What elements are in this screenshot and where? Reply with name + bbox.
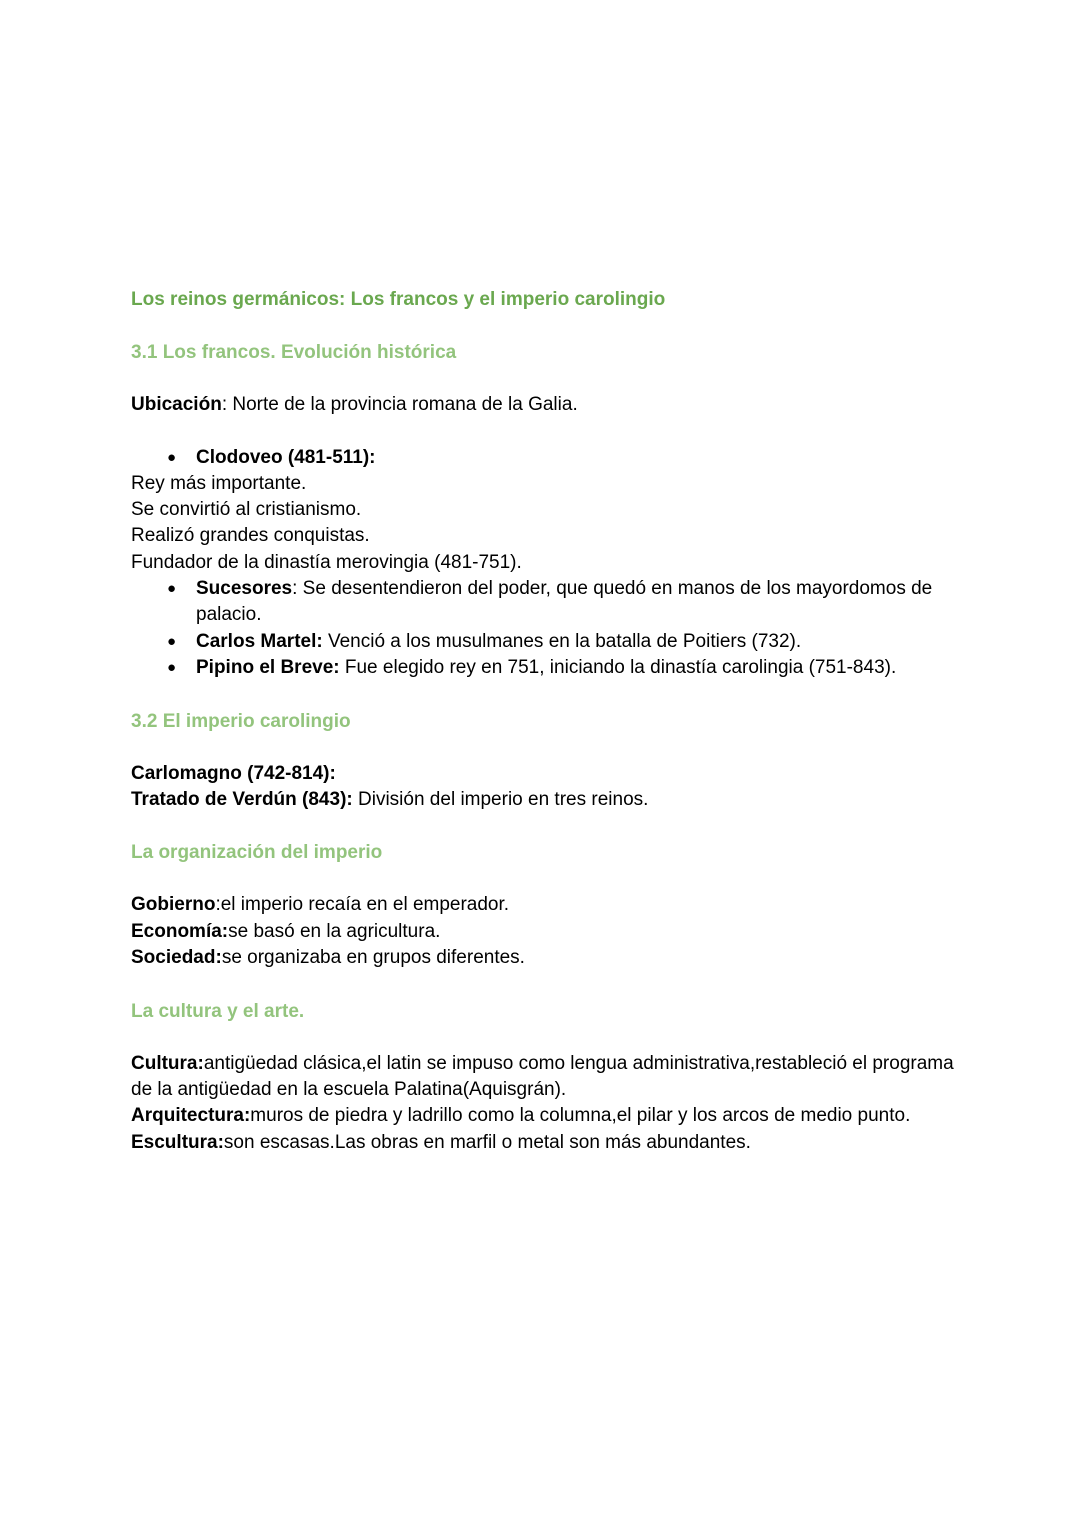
clodoveo-list (131, 445, 961, 471)
list-item-pipino (131, 655, 961, 681)
clodoveo-line: Realizó grandes conquistas. (131, 525, 370, 547)
gobierno-line (131, 892, 961, 918)
escultura-text: son escasas.Las obras en marfil o metal son más abundantes. (223, 1131, 751, 1153)
list-item-sucesores (131, 576, 961, 629)
carlomagno-line (131, 761, 961, 787)
sucesores-text: : Se desentendieron del poder, que quedó en manos de los mayordomos de palacio. (196, 578, 933, 626)
sucesores-label: Sucesores (196, 578, 293, 600)
page-title: Los reinos germánicos: Los francos y el imperio carolingio (131, 289, 666, 310)
verdun-text: División del imperio en tres reinos. (352, 788, 649, 810)
clodoveo-line: Fundador de la dinastía merovingia (481-751). (131, 551, 522, 573)
pipino-text: Fue elegido rey en 751, iniciando la dinastía carolingia (751-843). (339, 656, 897, 678)
gobierno-label: Gobierno (131, 894, 216, 916)
arquitectura-text: muros de piedra y ladrillo como la columna,el pilar y los arcos de medio punto. (250, 1105, 911, 1127)
clodoveo-line: Se convirtió al cristianismo. (131, 499, 362, 521)
cultura-label: Cultura: (131, 1052, 204, 1074)
ubicacion-label: Ubicación (131, 394, 222, 415)
bullet-icon: ● (167, 580, 177, 598)
economia-label: Economía: (131, 920, 229, 942)
verdun-line (131, 787, 961, 813)
carlos-martel-text: Venció a los musulmanes en la batalla de Poitiers (732). (322, 630, 802, 652)
sociedad-line (131, 945, 961, 971)
section-heading-organizacion: La organización del imperio (131, 842, 383, 864)
section-heading-francos: 3.1 Los francos. Evolución histórica (131, 342, 457, 363)
carlos-martel-label: Carlos Martel: (196, 630, 323, 652)
carlomagno-label: Carlomagno (742-814): (131, 762, 336, 784)
gobierno-text: :el imperio recaía en el emperador. (215, 894, 510, 916)
bullet-icon: ● (167, 448, 177, 466)
clodoveo-line: Rey más importante. (131, 472, 307, 494)
section-heading-cultura: La cultura y el arte. (131, 1000, 305, 1022)
escultura-label: Escultura: (131, 1131, 224, 1153)
verdun-label: Tratado de Verdún (843): (131, 788, 353, 810)
ubicacion-text: : Norte de la provincia romana de la Galia. (221, 394, 578, 415)
pipino-label: Pipino el Breve: (196, 656, 340, 678)
economia-text: se basó en la agricultura. (228, 920, 441, 942)
economia-line (131, 919, 961, 945)
cultura-line (131, 1051, 961, 1104)
ubicacion-line (131, 392, 961, 418)
cultura-text: antigüedad clásica,el latin se impuso como lengua administrativa,restableció el programa de la antigüedad en la escuela Palatina(Aquisgrán). (131, 1052, 954, 1100)
rulers-list (131, 576, 961, 681)
clodoveo-label: Clodoveo (481-511): (196, 446, 376, 468)
bullet-icon: ● (167, 632, 177, 650)
list-item-carlos-martel (131, 629, 961, 655)
sociedad-text: se organizaba en grupos diferentes. (221, 947, 525, 969)
escultura-line (131, 1130, 961, 1156)
section-heading-imperio: 3.2 El imperio carolingio (131, 710, 351, 732)
document-page (131, 286, 961, 1156)
arquitectura-line (131, 1103, 961, 1129)
list-item-clodoveo (131, 445, 961, 471)
bullet-icon: ● (167, 658, 177, 676)
arquitectura-label: Arquitectura: (131, 1105, 251, 1127)
sociedad-label: Sociedad: (131, 947, 222, 969)
